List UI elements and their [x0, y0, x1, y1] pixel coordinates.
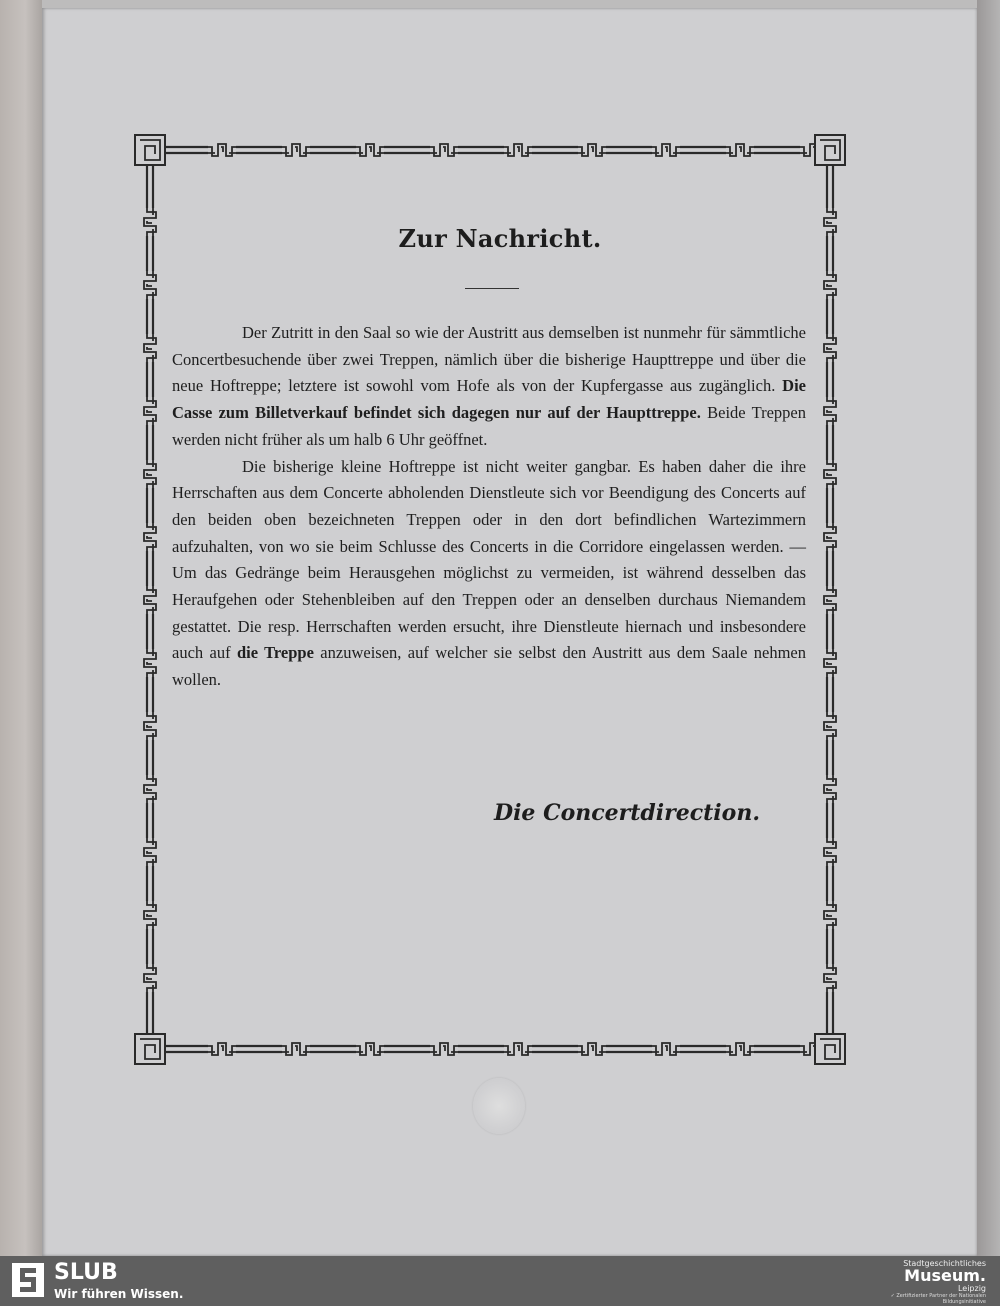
- museum-note: ✓ Zertifizierter Partner der Nationalen Bildungsinitiative: [890, 1293, 986, 1305]
- page-stack-edge: [977, 0, 1000, 1256]
- slub-logo-icon: [12, 1263, 44, 1297]
- library-blind-stamp: [473, 1078, 525, 1134]
- notice-paragraph-1: [172, 320, 806, 454]
- paragraph-2-bold-text: die Treppe: [236, 643, 314, 663]
- footer-bar: [0, 1256, 1000, 1306]
- signature: Die Concertdirection.: [494, 800, 760, 826]
- paragraph-1-text-2: Beide Treppen werden nicht früher als um halb 6 Uhr geöffnet.: [172, 403, 806, 449]
- notice-body: [172, 320, 806, 694]
- museum-prefix: Stadtgeschichtliches: [903, 1259, 986, 1268]
- museum-name: Museum.: [904, 1266, 986, 1285]
- paragraph-1-text-1: Der Zutritt in den Saal so wie der Austritt aus demselben ist nunmehr für sämmtliche Concertbesuchende über zwei Treppen, nämlich über die bisherige Haupttreppe und über die neue Hoftreppe; letztere ist sowohl vom Hofe als von der Kupfergasse aus zugänglich.: [172, 323, 806, 396]
- library-name: SLUB: [54, 1260, 118, 1285]
- paragraph-1-bold-text: Die Casse zum Billetverkauf befindet sich dagegen nur auf der Haupttreppe.: [172, 376, 806, 423]
- museum-logo: [856, 1259, 986, 1305]
- notice-paragraph-2: [172, 454, 806, 694]
- previous-page-edge: [0, 0, 42, 1256]
- paragraph-2-text-2: anzuweisen, auf welcher sie selbst den Austritt aus dem Saale nehmen wollen.: [172, 643, 807, 690]
- paragraph-2-text-1: Die bisherige kleine Hoftreppe ist nicht weiter gangbar. Es haben daher die ihre Herrschaften aus dem Concerte abholenden Dienstleute sich vor Beendigung des Concerts auf den beiden oben bezeichneten Treppen oder in den dort befindlichen Wartezimmern aufzuhalten, von wo sie beim Schlusse des Concerts in die Corridore eingelassen werden. — Um das Gedränge beim Herausgehen möglichst zu vermeiden, ist während desselben das Heraufgehen oder Stehenbleiben auf den Treppen oder an denselben durchaus Niemandem gestattet. Die resp. Herrschaften werden ersucht, ihre Dienstleute hiernach und insbesondere auch auf: [172, 456, 806, 663]
- museum-city: Leipzig: [957, 1284, 986, 1293]
- page-heading: Zur Nachricht.: [398, 224, 602, 253]
- heading-rule: [465, 288, 519, 289]
- library-tagline: Wir führen Wissen.: [54, 1287, 184, 1301]
